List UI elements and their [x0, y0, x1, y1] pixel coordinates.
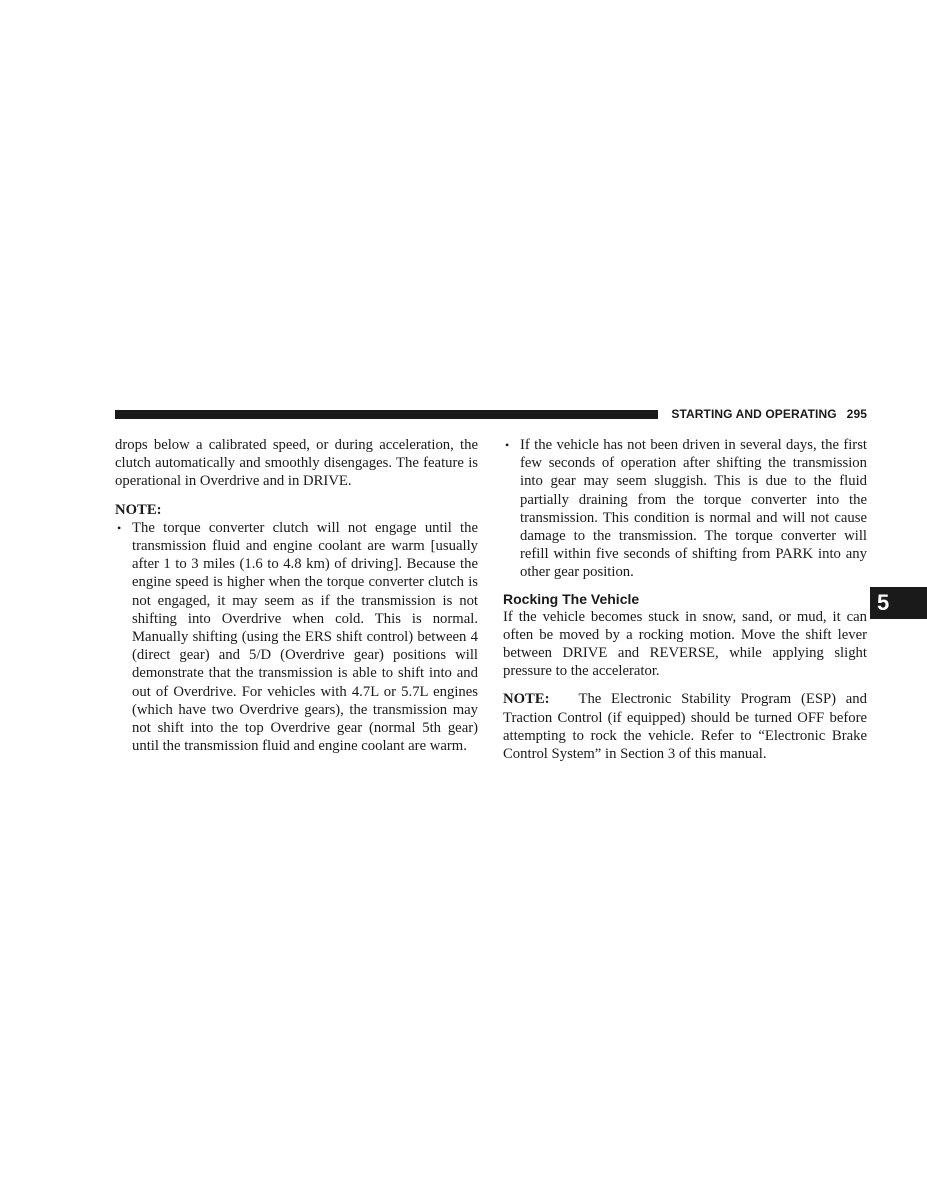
rocking-paragraph: If the vehicle becomes stuck in snow, sand, or mud, it can often be moved by a rocking motion. Move the shift lever between DRIVE and REVERSE, while applying slight pressure to the accelerator.: [503, 608, 867, 680]
bullet-icon: •: [505, 438, 510, 452]
note-label: NOTE:: [503, 691, 550, 708]
bullet-item: [503, 436, 867, 582]
section-tab: 5: [870, 587, 927, 619]
header-rule: [115, 410, 658, 419]
page-number: 295: [846, 407, 867, 421]
section-title: STARTING AND OPERATING: [671, 407, 837, 421]
intro-paragraph: drops below a calibrated speed, or during acceleration, the clutch automatically and smoothly disengages. The feature is operational in Overdrive and in DRIVE.: [115, 437, 478, 490]
bullet-item: [115, 519, 478, 756]
bullet-text: If the vehicle has not been driven in several days, the first few seconds of operation after shifting the transmission into gear may seem sluggish. This is due to the fluid partially draining from the torque converter into the transmission. This condition is normal and will not cause damage to the transmission. The torque converter will refill within five seconds of shifting from PARK into any other gear position.: [520, 437, 867, 581]
right-column: [503, 436, 867, 763]
bullet-text: The torque converter clutch will not engage until the transmission fluid and engine coolant are warm [usually after 1 to 3 miles (1.6 to 4.8 km) of driving]. Because the engine speed is higher when the torque converter clutch is not engaged, it may seem as if the transmission is not shifting into Overdrive when cold. This is normal. Manually shifting (using the ERS shift control) between 4 (direct gear) and 5/D (Overdrive gear) positions will demonstrate that the transmission is able to shift into and out of Overdrive. For vehicles with 4.7L or 5.7L engines (which have two Overdrive gears), the transmission may not shift into the top Overdrive gear (normal 5th gear) until the transmission fluid and engine coolant are warm.: [132, 519, 478, 755]
note-text: The Electronic Stability Program (ESP) and Traction Control (if equipped) should be turned OFF before attempting to rock the vehicle. Refer to “Electronic Brake Control System” in Section 3 of this manual.: [503, 691, 867, 763]
note-heading: NOTE:: [115, 501, 162, 518]
bullet-icon: •: [117, 520, 122, 535]
rocking-heading: Rocking The Vehicle: [503, 590, 640, 607]
note-paragraph: [503, 690, 867, 763]
running-header: [671, 407, 867, 421]
left-column: [115, 436, 478, 755]
